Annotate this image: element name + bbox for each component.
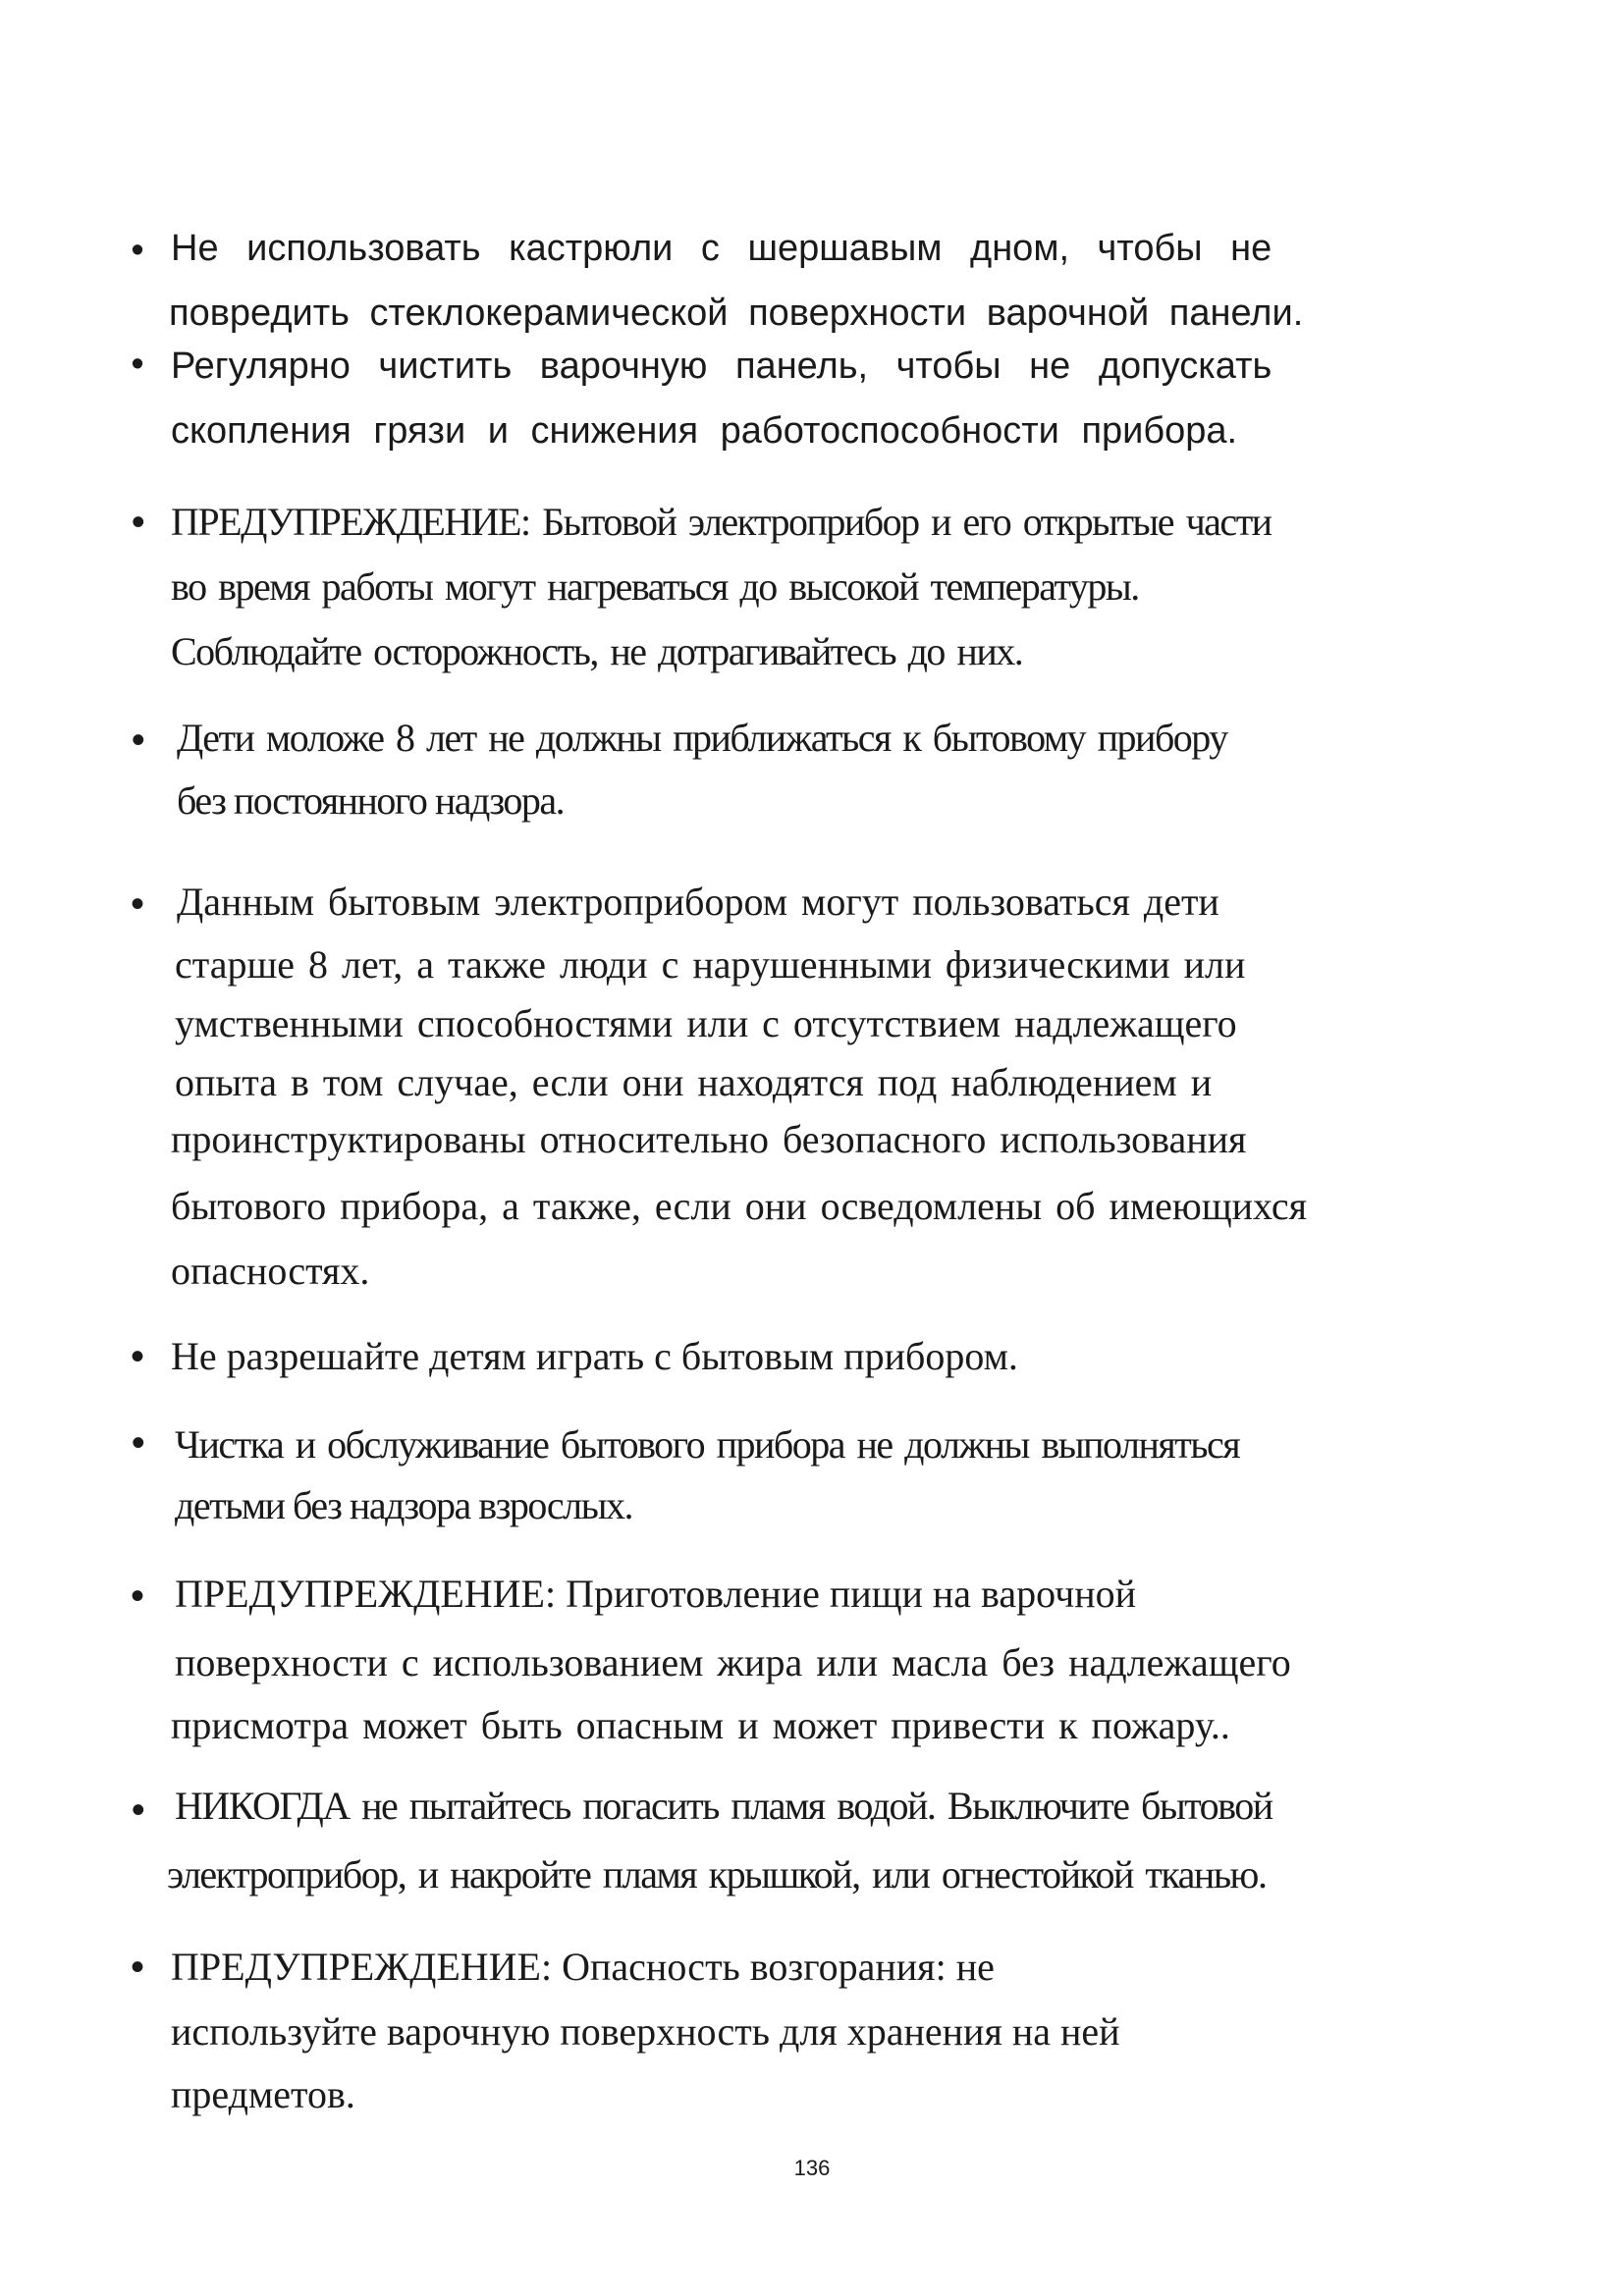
item-line: Чистка и обслуживание бытового прибора не должны выполняться	[175, 1422, 1240, 1467]
item-line: Данным бытовым электроприбором могут пользоваться дети	[177, 880, 1219, 924]
item-line: умственными способностями или с отсутствием надлежащего	[175, 1001, 1237, 1045]
bullet-icon: •	[130, 882, 144, 926]
item-line: детьми без надзора взрослых.	[175, 1483, 633, 1527]
item-line: Не разрешайте детям играть с бытовым прибором.	[171, 1334, 1018, 1378]
item-line: ПРЕДУПРЕЖДЕНИЕ: Приготовление пищи на варочной	[175, 1572, 1137, 1616]
bullet-icon: •	[130, 1946, 144, 1989]
item-line: повредить стеклокерамической поверхности варочной панели.	[169, 293, 1304, 334]
bullet-icon: •	[131, 501, 144, 544]
item-line: скопления грязи и снижения работоспособности прибора.	[171, 410, 1238, 452]
item-line: используйте варочную поверхность для хранения на ней	[171, 2009, 1120, 2054]
item-line: Регулярно чистить варочную панель, чтобы не допускать	[171, 346, 1272, 387]
item-line: опыта в том случае, если они находятся под наблюдением и	[175, 1060, 1213, 1104]
bullet-icon: •	[131, 230, 144, 271]
item-line: присмотра может быть опасным и может привести к пожару..	[171, 1703, 1230, 1747]
item-line: Соблюдайте осторожность, не дотрагивайтесь до них.	[171, 629, 1023, 673]
bullet-icon: •	[130, 1335, 144, 1378]
item-line: ПРЕДУПРЕЖДЕНИЕ: Бытовой электроприбор и его открытые части	[171, 500, 1272, 544]
item-line: Дети моложе 8 лет не должны приближаться к бытовому прибору	[177, 716, 1227, 760]
bullet-icon: •	[131, 344, 144, 385]
item-line: бытового прибора, а также, если они осведомлены об имеющихся	[171, 1184, 1308, 1228]
bullet-icon: •	[130, 1575, 144, 1618]
bullet-icon: •	[131, 719, 144, 762]
item-line: ПРЕДУПРЕЖДЕНИЕ: Опасность возгорания: не	[171, 1945, 995, 1989]
item-line: НИКОГДА не пытайтесь погасить пламя водой. Выключите бытовой	[175, 1784, 1272, 1828]
item-line: опасностях.	[171, 1249, 370, 1293]
item-line: Не использовать кастрюли с шершавым дном, чтобы не	[171, 228, 1272, 269]
item-line: предметов.	[171, 2072, 355, 2116]
item-line: во время работы могут нагреваться до высокой температуры.	[171, 564, 1139, 609]
item-line: поверхности с использованием жира или масла без надлежащего	[175, 1640, 1291, 1684]
bullet-icon: •	[131, 1421, 144, 1465]
item-line: старше 8 лет, а также люди с нарушенными физическими или	[175, 942, 1246, 987]
page-number: 136	[793, 2156, 831, 2180]
item-line: без постоянного надзора.	[177, 778, 565, 823]
bullet-icon: •	[131, 1789, 144, 1832]
item-line: электроприбор, и накройте пламя крышкой, или огнестойкой тканью.	[167, 1852, 1267, 1896]
item-line: проинструктированы относительно безопасного использования	[171, 1117, 1247, 1161]
